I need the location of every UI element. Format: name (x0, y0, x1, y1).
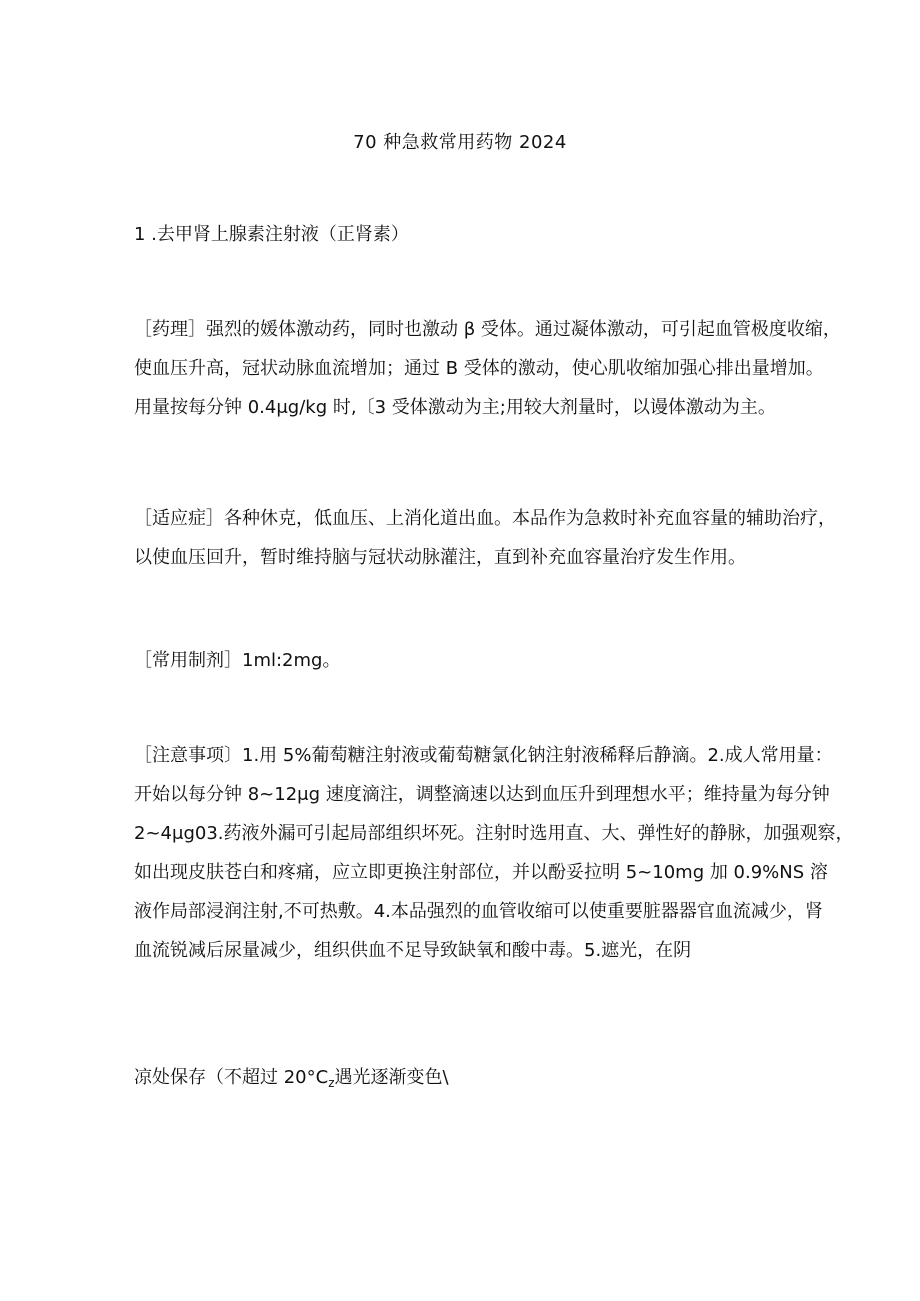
pharmacology-paragraph (134, 310, 841, 427)
paragraph-line: 如出现皮肤苍白和疼痛，应立即更换注射部位，并以酚妥拉明 5~10mg 加 0.9%NS 溶 (134, 862, 828, 883)
paragraph-line: ［药理］强烈的媛体激动药，同时也激动 β 受体。通过凝体激动，可引起血管极度收缩， (134, 319, 841, 340)
paragraph-line (134, 1058, 814, 1103)
paragraph-line: ［注意事项〕1.用 5%葡萄糖注射液或葡萄糖氯化钠注射液稀释后静滴。2.成人常用量： (134, 745, 833, 766)
storage-paragraph (134, 1058, 814, 1103)
section-heading: 1 .去甲肾上腺素注射液（正肾素） (134, 224, 409, 245)
paragraph-line: ［适应症］各种休克，低血压、上消化道出血。本品作为急救时补充血容量的辅助治疗， (134, 508, 836, 529)
storage-text: 凉处保存（不超过 20°C (134, 1067, 329, 1088)
paragraph-line: 用量按每分钟 0.4μg∕kg 时,〔3 受体激动为主;用较大剂量时，以谩体激动为主。 (134, 397, 776, 418)
paragraph-line: 血流锐减后尿量减少，组织供血不足导致缺氧和酸中毒。5.遮光，在阴 (134, 940, 692, 961)
document-title: 70 种急救常用药物 2024 (353, 132, 567, 153)
paragraph-line: 使血压升高，冠状动脉血流增加；通过 B 受体的激动，使心肌收缩加强心排出量增加。 (134, 358, 824, 379)
paragraph-line: 以使血压回升，暂时维持脑与冠状动脉灌注，直到补充血容量治疗发生作用。 (134, 547, 746, 568)
storage-subscript: z (328, 1076, 335, 1090)
indications-paragraph (134, 499, 836, 577)
precautions-paragraph (134, 736, 854, 970)
paragraph-line: 2~4μg03.药液外漏可引起局部组织坏死。注射时选用直、大、弹性好的静脉，加强观察， (134, 823, 854, 844)
paragraph-line: 开始以每分钟 8~12μg 速度滴注，调整滴速以达到血压升到理想水平；维持量为每分钟 (134, 784, 830, 805)
paragraph-line: 液作局部浸润注射,不可热敷。4.本品强烈的血管收缩可以使重要脏器器官血流减少，肾 (134, 901, 823, 922)
preparation-paragraph (134, 641, 814, 680)
storage-tail: 遇光逐渐变色\ (334, 1067, 449, 1088)
paragraph-line: ［常用制剂］1ml:2mg。 (134, 650, 341, 671)
